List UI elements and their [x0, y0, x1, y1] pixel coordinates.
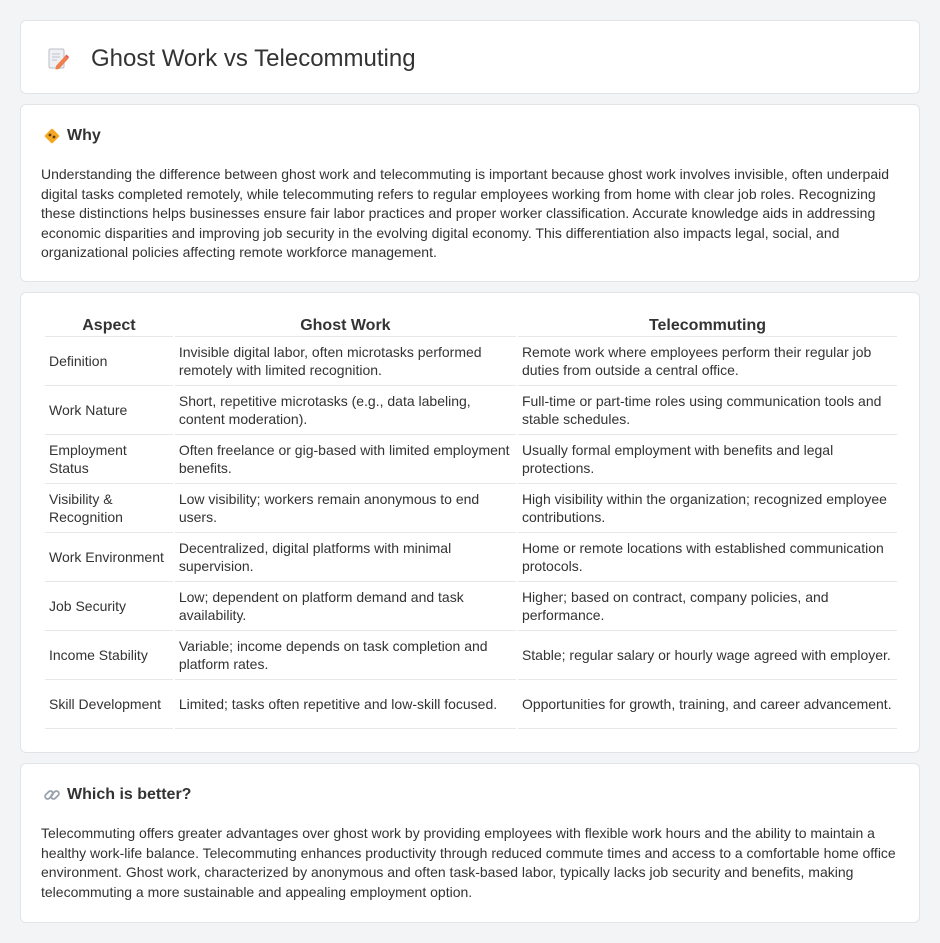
header-telecommuting: Telecommuting [518, 315, 897, 337]
table-row [45, 484, 897, 533]
aspect-cell: Income Stability [45, 631, 173, 680]
aspect-cell: Work Nature [45, 386, 173, 435]
page-title: Ghost Work vs Telecommuting [91, 45, 416, 72]
table-row [45, 582, 897, 631]
why-section [20, 104, 920, 282]
table-row [45, 533, 897, 582]
why-header [43, 127, 101, 145]
table-row [45, 337, 897, 386]
aspect-cell: Employment Status [45, 435, 173, 484]
ghost-work-cell: Variable; income depends on task completion and platform rates. [175, 631, 516, 680]
table-row [45, 631, 897, 680]
better-title: Which is better? [67, 786, 192, 803]
title-card [20, 20, 920, 94]
telecommuting-cell: Home or remote locations with established communication protocols. [518, 533, 897, 582]
aspect-cell: Visibility & Recognition [45, 484, 173, 533]
which-is-better-section [20, 763, 920, 923]
document-pencil-icon [47, 47, 69, 71]
telecommuting-cell: Remote work where employees perform their regular job duties from outside a central office. [518, 337, 897, 386]
ghost-work-cell: Short, repetitive microtasks (e.g., data labeling, content moderation). [175, 386, 516, 435]
telecommuting-cell: Opportunities for growth, training, and career advancement. [518, 680, 897, 729]
better-header [43, 786, 191, 804]
diamond-sign-icon [43, 127, 61, 145]
aspect-cell: Skill Development [45, 680, 173, 729]
telecommuting-cell: High visibility within the organization; recognized employee contributions. [518, 484, 897, 533]
why-text: Understanding the difference between ghost work and telecommuting is important because ghost work involves invisible, often underpaid digital tasks completed remotely, while telecommuting refers to regular employees working from home with clear job roles. Recognizing these distinctions helps businesses ensure fair labor practices and proper worker classification. Accurate knowledge aids in addressing economic disparities and improving job security in the evolving digital economy. This differentiation also impacts legal, social, and organizational policies affecting remote workforce management. [41, 166, 890, 260]
better-text: Telecommuting offers greater advantages over ghost work by providing employees with flexible work hours and the ability to maintain a healthy work-life balance. Telecommuting enhances productivity through reduced commute times and access to a comfortable home office environment. Ghost work, characterized by anonymous and often task-based labor, typically lacks job security and benefits, making telecommuting a more sustainable and appealing employment option. [41, 825, 896, 900]
table-row [45, 435, 897, 484]
telecommuting-cell: Higher; based on contract, company policies, and performance. [518, 582, 897, 631]
telecommuting-cell: Full-time or part-time roles using communication tools and stable schedules. [518, 386, 897, 435]
aspect-cell: Definition [45, 337, 173, 386]
header-ghost-work: Ghost Work [175, 315, 516, 337]
link-icon [43, 786, 61, 804]
ghost-work-cell: Limited; tasks often repetitive and low-skill focused. [175, 680, 516, 729]
telecommuting-cell: Stable; regular salary or hourly wage agreed with employer. [518, 631, 897, 680]
header-aspect: Aspect [45, 315, 173, 337]
table-row [45, 386, 897, 435]
ghost-work-cell: Invisible digital labor, often microtasks performed remotely with limited recognition. [175, 337, 516, 386]
ghost-work-cell: Low visibility; workers remain anonymous to end users. [175, 484, 516, 533]
comparison-table [43, 315, 899, 729]
title-row [47, 45, 416, 73]
aspect-cell: Job Security [45, 582, 173, 631]
table-header-row [45, 315, 897, 337]
ghost-work-cell: Low; dependent on platform demand and task availability. [175, 582, 516, 631]
aspect-cell: Work Environment [45, 533, 173, 582]
ghost-work-cell: Often freelance or gig-based with limited employment benefits. [175, 435, 516, 484]
table-row [45, 680, 897, 729]
ghost-work-cell: Decentralized, digital platforms with minimal supervision. [175, 533, 516, 582]
comparison-section [20, 292, 920, 753]
telecommuting-cell: Usually formal employment with benefits and legal protections. [518, 435, 897, 484]
why-title: Why [67, 127, 101, 144]
